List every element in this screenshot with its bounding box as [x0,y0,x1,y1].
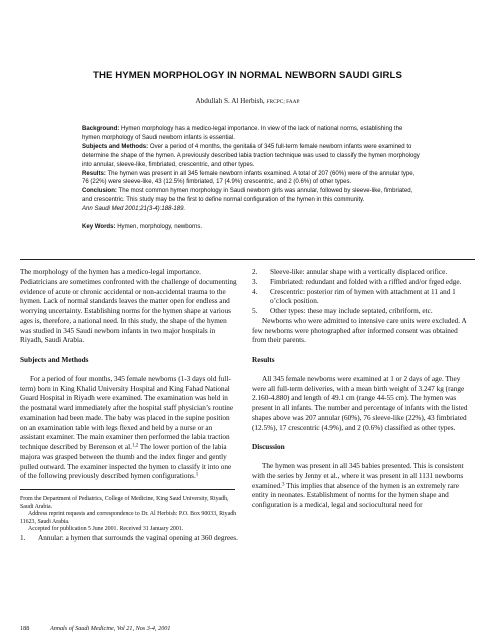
footnotes [20,496,238,534]
right-column [252,268,470,511]
left-column [20,268,238,544]
page-footer [20,625,170,632]
list-item-text: Sleeve-like: annular shape with a vertically displaced orifice. [270,268,448,276]
footnote-affiliation: From the Department of Pediatrics, College of Medicine, King Saud University, Riyadh, Saudi Arabia. [20,496,229,510]
results-heading: Results [252,356,275,364]
methods-paragraph [20,375,238,482]
list-item-number: 5. [252,307,258,315]
methods-text: Over a period of 4 months, the genitalia of 345 full-term female newborn infants were examined to determine the shape of the hymen. A previously described labia traction technique was used to classify the hymen morphology into annular, sleeve-like, fimbriated, crescentric, and other types. [82,143,420,168]
methods-body-2: The lower portion of the labia majora was grasped between the thumb and the index finger and gently pulled outward. The examiner inspected the hymen to classify it into one of the following previously described hymen configurations. [20,443,232,481]
discussion-heading: Discussion [252,443,285,452]
list-item [252,278,470,288]
methods-label: Subjects and Methods: [82,143,149,150]
keywords-label: Key Words: [82,224,116,231]
list-item-text: Fimbriated: redundant and folded with a riffled and/or frged edge. [270,277,462,286]
exclusion-paragraph: Newborns who were admitted to intensive care units were excluded. A few newborns were photographed after informed consent was obtained from their parents. [252,316,467,345]
footnote-divider [20,489,235,490]
author-credentials: FRCPC; FAAP [266,99,300,105]
abstract-divider [20,259,475,260]
results-text: The hymen was present in all 345 female newborn infants examined. A total of 207 (60%) were of the annular type, 76 (22%) were sleeve-like, 43 (12.5%) fimbriated, 17 (4.9%) crescentric, and 2 (0.6%) of other types. [82,170,415,186]
discussion-body-2: This implies that absence of the hymen is an extremely rare entity in neonates. Establishment of norms for the hymen shape and configuration is a medical, legal and sociocultural need for [252,481,459,509]
author-line [0,97,495,105]
list-item-text: Other types: these may include septated, cribriform, etc. [270,307,433,315]
list-item-text: Crescentric: posterior rim of hymen with attachment at 11 and 1 o’clock position. [270,287,456,306]
citation-text: Ann Saudi Med 2001;21(3-4):188-189. [82,206,186,213]
results-paragraph: All 345 female newborns were examined at 1 or 2 days of age. They were all full-term deliveries, with a mean birth weight of 3.247 kg (range 2.160-4.880) and length of 49.1 cm (range 44-55 cm). The hymen was present in all infants. The number and percentage of infants with the listed shapes above was 207 annular (60%), 76 sleeve-like (22%), 43 fimbriated (12.5%), 17 crescentric (4.9%), and 2 (0.6%) classified as other types. [252,374,468,432]
abstract [82,125,422,232]
abstract-background [82,125,422,143]
methods-heading: Subjects and Methods [20,356,89,364]
discussion-paragraph [252,462,470,511]
reference-3: 3 [282,482,285,487]
abstract-methods [82,143,422,170]
keywords-text: Hymen, morphology, newborns. [117,224,203,231]
background-label: Background: [82,126,120,132]
abstract-results [82,170,422,188]
list-item-text: Annular: a hymen that surrounds the vaginal opening at 360 degrees. [38,533,238,542]
list-item [252,268,470,278]
footnote-dates: Accepted for publication 5 June 2001. Received 31 January 2001. [28,526,184,533]
results-label: Results: [82,170,106,177]
reference-1: 1 [195,472,199,478]
methods-body: For a period of four months, 345 female newborns (1-3 days old full-term) born in King Khalid University Hospital and King Fahad National Guard Hospital in Riyadh were examined. The examination was held in the postnatal ward immediately after the hospital staff physician’s routine examination had been made. The baby was placed in the supine position on an examination table with legs flexed and held by a nurse or an assistant examiner. The main examiner then performed the labia traction technique described by Berenson et al. [20,374,234,451]
page-number: 188 [20,625,30,632]
footnote-address: Address reprint requests and correspondence to Dr. Al Herbish: P.O. Box 90033, Riyadh 11623, Saudi Arabia. [20,511,237,525]
author-name: Abdullah S. Al Herbish, [195,97,265,105]
conclusion-label: Conclusion: [82,188,117,195]
conclusion-text: The most common hymen morphology in Saudi newborn girls was annular, followed by sleeve-like, fimbriated, and crescentric. This study may be the first to define normal configuration of the hymen in this community. [82,188,413,204]
background-text: Hymen morphology has a medico-legal importance. In view of the lack of national norms, establishing the hymen morphology of Saudi newborn infants is essential. [82,126,403,141]
abstract-conclusion [82,187,422,205]
discussion-body: The hymen was present in all 345 babies presented. This is consistent with the series by Jenny et al., where it was present in all 1131 newborns examined. [252,462,464,490]
keywords [82,223,422,232]
list-item [20,534,238,544]
reference-1-2: 1,2 [131,443,139,449]
intro-paragraph: The morphology of the hymen has a medico-legal importance. Pediatricians are sometimes confronted with the challenge of documenting evidence of acute or chronic accidental or non-accidental trauma to the hymen. Lack of normal standards leaves the matter open for endless and worrying uncertainty. Establishing norms for the hymen shape at various ages is, therefore, a national need. In this study, the shape of the hymen was studied in 345 Saudi newborn infants in two major hospitals in Riyadh, Saudi Arabia. [20,268,237,345]
list-item [252,288,470,308]
journal-name: Annals of Saudi Medicine, Vol 21, Nos 3-4, 2001 [50,625,171,632]
list-item-number: 2. [252,268,258,276]
article-title: THE HYMEN MORPHOLOGY IN NORMAL NEWBORN SAUDI GIRLS [93,70,402,81]
list-item-number: 1. [20,533,26,542]
abstract-citation [82,205,422,214]
list-item-number: 3. [252,277,258,286]
list-item-number: 4. [252,287,258,296]
list-item [252,307,470,317]
